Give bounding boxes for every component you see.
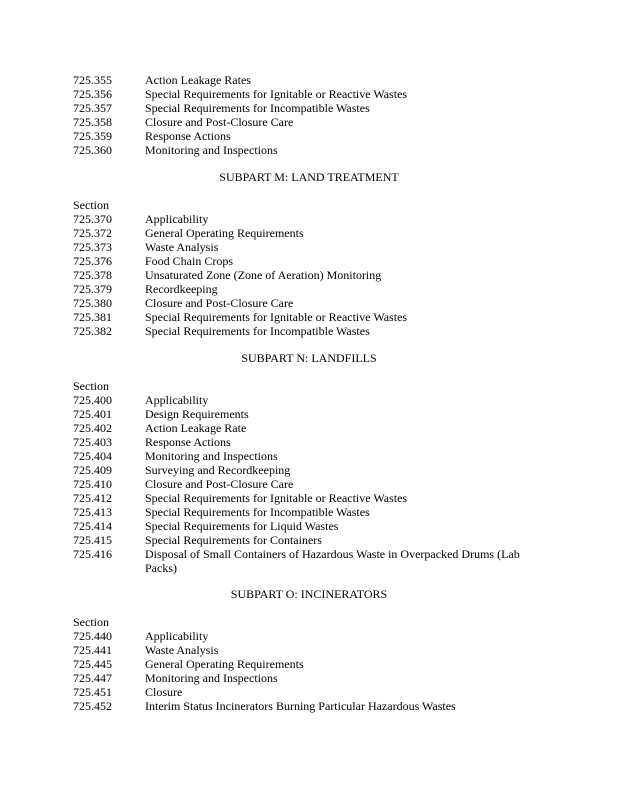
- list-item: [73, 143, 533, 157]
- section-number: 725.380: [73, 296, 112, 310]
- list-item: [73, 87, 533, 101]
- section-number: 725.404: [73, 449, 112, 463]
- list-item: [73, 477, 533, 491]
- subpart-o-section-list: [73, 615, 533, 713]
- section-number: 725.382: [73, 324, 112, 338]
- section-number: 725.357: [73, 101, 112, 115]
- list-item: [73, 393, 533, 407]
- section-number: 725.376: [73, 254, 112, 268]
- section-title: Applicability: [145, 212, 209, 226]
- section-number: 725.402: [73, 421, 112, 435]
- section-title: Unsaturated Zone (Zone of Aeration) Monitoring: [145, 268, 382, 282]
- list-item: [73, 671, 533, 685]
- list-item: [73, 463, 533, 477]
- list-item: [73, 212, 533, 226]
- section-title: Special Requirements for Incompatible Wastes: [145, 101, 370, 115]
- list-item: [73, 491, 533, 505]
- list-item: [73, 421, 533, 435]
- list-item: [73, 115, 533, 129]
- section-title: Closure and Post-Closure Care: [145, 296, 294, 310]
- section-number: 725.414: [73, 519, 112, 533]
- section-number: 725.358: [73, 115, 112, 129]
- section-title: Surveying and Recordkeeping: [145, 463, 291, 477]
- section-number: 725.370: [73, 212, 112, 226]
- section-title: Waste Analysis: [145, 643, 219, 657]
- section-title: Action Leakage Rate: [145, 421, 247, 435]
- section-title: Food Chain Crops: [145, 254, 234, 268]
- section-number: 725.441: [73, 643, 112, 657]
- section-number: 725.356: [73, 87, 112, 101]
- list-item: [73, 643, 533, 657]
- list-item: [73, 657, 533, 671]
- section-number: 725.415: [73, 533, 112, 547]
- list-item: [73, 519, 533, 533]
- section-number: 725.409: [73, 463, 112, 477]
- section-column-label: Section: [73, 379, 109, 393]
- section-number: 725.373: [73, 240, 112, 254]
- list-item: [73, 533, 533, 547]
- section-column-label: Section: [73, 615, 109, 629]
- subpart-m-heading: SUBPART M: LAND TREATMENT: [219, 170, 399, 184]
- section-number: 725.372: [73, 226, 112, 240]
- section-number: 725.378: [73, 268, 112, 282]
- section-number: 725.359: [73, 129, 112, 143]
- list-item: [73, 129, 533, 143]
- list-item: [73, 685, 533, 699]
- section-title: Special Requirements for Ignitable or Reactive Wastes: [145, 310, 408, 324]
- list-item: [73, 226, 533, 240]
- section-title: Monitoring and Inspections: [145, 449, 278, 463]
- section-number: 725.410: [73, 477, 112, 491]
- subpart-n-section-list: [73, 379, 533, 575]
- section-number: 725.355: [73, 73, 112, 87]
- section-number: 725.445: [73, 657, 112, 671]
- section-title: Action Leakage Rates: [145, 73, 251, 87]
- list-item: [73, 254, 533, 268]
- list-item: [73, 296, 533, 310]
- section-column-label: Section: [73, 198, 109, 212]
- section-title: General Operating Requirements: [145, 657, 304, 671]
- list-item: [73, 547, 533, 575]
- section-title: Response Actions: [145, 129, 231, 143]
- section-number: 725.401: [73, 407, 112, 421]
- list-item: [73, 268, 533, 282]
- section-title: Interim Status Incinerators Burning Particular Hazardous Wastes: [145, 699, 456, 713]
- section-title: Design Requirements: [145, 407, 249, 421]
- list-item: [73, 324, 533, 338]
- list-item: [73, 310, 533, 324]
- section-title: Applicability: [145, 629, 209, 643]
- section-number: 725.412: [73, 491, 112, 505]
- section-title: Special Requirements for Containers: [145, 533, 322, 547]
- section-number: 725.400: [73, 393, 112, 407]
- section-title: Special Requirements for Ignitable or Reactive Wastes: [145, 491, 408, 505]
- section-number: 725.379: [73, 282, 112, 296]
- list-item: [73, 282, 533, 296]
- section-number: 725.413: [73, 505, 112, 519]
- section-title: Special Requirements for Liquid Wastes: [145, 519, 339, 533]
- section-number: 725.381: [73, 310, 112, 324]
- continued-section-list: [73, 73, 533, 157]
- section-title: Recordkeeping: [145, 282, 218, 296]
- list-item: [73, 240, 533, 254]
- section-title: Special Requirements for Incompatible Wastes: [145, 324, 370, 338]
- list-item: [73, 505, 533, 519]
- section-title: Closure and Post-Closure Care: [145, 115, 294, 129]
- section-title: Waste Analysis: [145, 240, 219, 254]
- list-item: [73, 407, 533, 421]
- section-title: Applicability: [145, 393, 209, 407]
- list-item: [73, 449, 533, 463]
- section-title: Closure and Post-Closure Care: [145, 477, 294, 491]
- section-title: Monitoring and Inspections: [145, 143, 278, 157]
- section-title: Special Requirements for Ignitable or Reactive Wastes: [145, 87, 408, 101]
- list-item: [73, 73, 533, 87]
- section-number: 725.360: [73, 143, 112, 157]
- section-number: 725.452: [73, 699, 112, 713]
- subpart-m-section-list: [73, 198, 533, 338]
- subpart-n-heading: SUBPART N: LANDFILLS: [241, 351, 377, 365]
- section-number: 725.447: [73, 671, 112, 685]
- section-number: 725.403: [73, 435, 112, 449]
- section-number: 725.451: [73, 685, 112, 699]
- list-item: [73, 629, 533, 643]
- section-title: Disposal of Small Containers of Hazardous Waste in Overpacked Drums (Lab Packs): [145, 547, 520, 575]
- list-item: [73, 435, 533, 449]
- subpart-o-heading: SUBPART O: INCINERATORS: [230, 587, 388, 601]
- section-title: Monitoring and Inspections: [145, 671, 278, 685]
- section-number: 725.416: [73, 547, 112, 561]
- section-number: 725.440: [73, 629, 112, 643]
- list-item: [73, 101, 533, 115]
- section-title: General Operating Requirements: [145, 226, 304, 240]
- section-title: Response Actions: [145, 435, 231, 449]
- section-title: Closure: [145, 685, 183, 699]
- section-title: Special Requirements for Incompatible Wastes: [145, 505, 370, 519]
- list-item: [73, 699, 533, 713]
